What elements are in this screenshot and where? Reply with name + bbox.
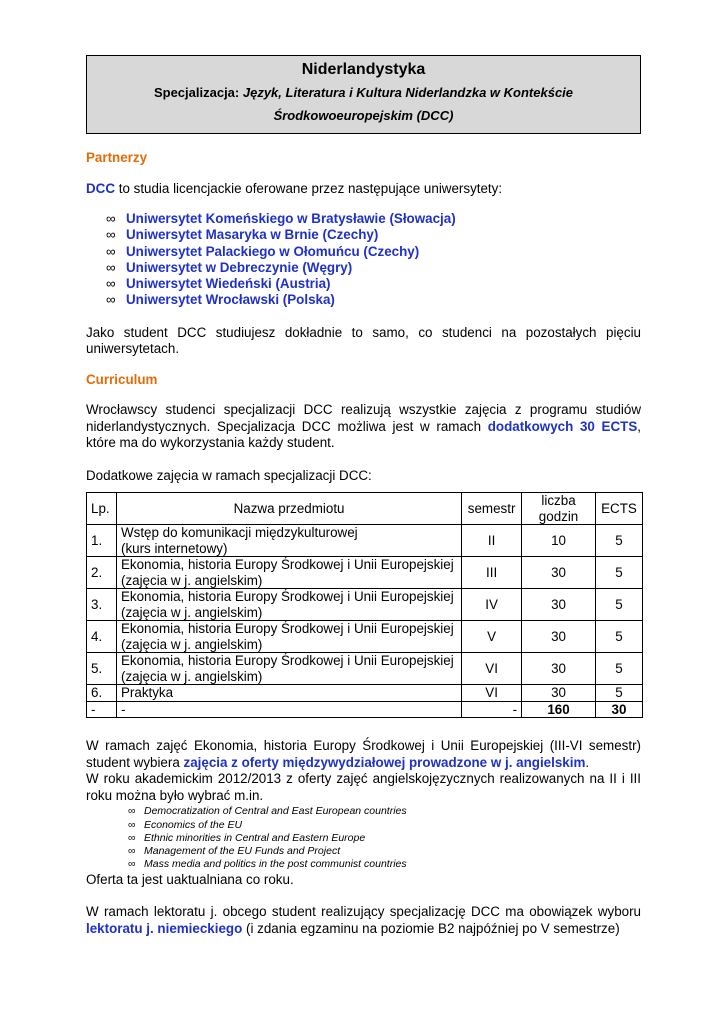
row-lp: 3. — [87, 589, 117, 621]
infinity-bullet-icon: ∞ — [106, 292, 116, 308]
header-lp: Lp. — [87, 493, 117, 525]
row-hours: 30 — [522, 685, 596, 702]
header-ects: ECTS — [595, 493, 642, 525]
row-lp: 4. — [87, 621, 117, 653]
infinity-bullet-icon: ∞ — [128, 845, 136, 858]
infinity-bullet-icon: ∞ — [128, 831, 136, 844]
course-title: Economics of the EU — [144, 818, 243, 831]
list-item — [106, 244, 641, 260]
course-name-line-1: Ekonomia, historia Europy Środkowej i Unii Europejskiej — [120, 557, 454, 573]
header-semester: semestr — [462, 493, 522, 525]
infinity-bullet-icon: ∞ — [106, 243, 116, 259]
university-list — [86, 211, 641, 309]
dcc-acronym: DCC — [86, 180, 116, 196]
course-name-line-2: (zajęcia w j. angielskim) — [120, 572, 263, 588]
list-item — [106, 292, 641, 308]
row-ects: 5 — [595, 525, 642, 557]
row-lp: 2. — [87, 557, 117, 589]
courses-table — [86, 492, 643, 718]
curriculum-heading: Curriculum — [86, 371, 158, 387]
infinity-bullet-icon: ∞ — [128, 805, 136, 818]
total-hours: 160 — [522, 701, 596, 718]
list-item — [106, 260, 641, 276]
table-row — [87, 685, 643, 702]
course-title: Management of the EU Funds and Project — [144, 845, 341, 858]
university-name: Uniwersytet Palackiego w Ołomuńcu (Czechy) — [126, 243, 420, 259]
course-name-line-1: Ekonomia, historia Europy Środkowej i Unii Europejskiej — [120, 653, 454, 669]
course-title: Ethnic minorities in Central and Eastern Europe — [144, 831, 366, 844]
row-course-name — [116, 557, 461, 589]
list-item — [106, 211, 641, 227]
course-title: Democratization of Central and East European countries — [144, 805, 407, 818]
partners-intro-text: to studia licencjackie oferowane przez następujące uniwersytety: — [115, 180, 503, 196]
row-hours: 10 — [522, 525, 596, 557]
row-course-name — [116, 621, 461, 653]
infinity-bullet-icon: ∞ — [106, 227, 116, 243]
row-semester: VI — [462, 653, 522, 685]
infinity-bullet-icon: ∞ — [128, 858, 136, 871]
row-semester: IV — [462, 589, 522, 621]
partners-closing: Jako student DCC studiujesz dokładnie to samo, co studenci na pozostałych pięciu uniwersytetach. — [86, 324, 641, 357]
table-header-row — [87, 493, 643, 525]
paragraph-text: . — [585, 754, 590, 770]
course-name-line-2: (kurs internetowy) — [120, 540, 228, 556]
paragraph-text: Wrocławscy studenci specjalizacji DCC realizują wszystkie zajęcia z programu studiów niderlandystycznych. Specjalizacja DCC możliwa jest w ramach — [86, 402, 641, 434]
row-course-name — [116, 589, 461, 621]
total-lp: - — [87, 701, 117, 718]
infinity-bullet-icon: ∞ — [106, 211, 116, 226]
row-lp: 5. — [87, 653, 117, 685]
row-lp: 1. — [87, 525, 117, 557]
curriculum-paragraph-1 — [86, 402, 641, 452]
course-name-line-1: Wstęp do komunikacji międzykulturowej — [120, 525, 358, 541]
course-name-line-2: (zajęcia w j. angielskim) — [120, 604, 263, 620]
infinity-bullet-icon: ∞ — [106, 259, 116, 275]
curriculum-paragraph-4: Oferta ta jest uaktualniana co roku. — [86, 871, 294, 887]
specialization-line-1 — [93, 81, 634, 104]
table-row — [87, 653, 643, 685]
row-lp: 6. — [87, 685, 117, 702]
curriculum-paragraph-2 — [86, 738, 641, 771]
paragraph-text: , które ma do wykorzystania każdy student. — [86, 418, 641, 451]
list-item — [128, 845, 641, 858]
table-row — [87, 589, 643, 621]
row-course-name — [116, 525, 461, 557]
german-course-highlight: lektoratu j. niemieckiego — [86, 920, 243, 936]
paragraph-text: W ramach lektoratu j. obcego student realizujący specjalizację DCC ma obowiązek wyboru — [86, 904, 641, 920]
page-title: Niderlandystyka — [301, 61, 426, 78]
table-intro: Dodatkowe zajęcia w ramach specjalizacji DCC: — [86, 467, 372, 483]
curriculum-paragraph-3: W roku akademickim 2012/2013 z oferty zajęć angielskojęzycznych realizowanych na II i III roku można było wybrać m.in. — [86, 771, 641, 803]
total-ects: 30 — [595, 701, 642, 718]
list-item — [128, 805, 641, 818]
infinity-bullet-icon: ∞ — [128, 818, 136, 831]
table-row — [87, 557, 643, 589]
row-course-name — [116, 653, 461, 685]
row-hours: 30 — [522, 557, 596, 589]
partners-intro — [86, 181, 641, 198]
english-courses-list — [86, 805, 641, 871]
curriculum-paragraph-5 — [86, 904, 641, 937]
list-item — [128, 858, 641, 871]
list-item — [106, 227, 641, 243]
row-ects: 5 — [595, 685, 642, 702]
row-ects: 5 — [595, 589, 642, 621]
list-item — [128, 819, 641, 832]
row-hours: 30 — [522, 589, 596, 621]
row-semester: V — [462, 621, 522, 653]
infinity-bullet-icon: ∞ — [106, 276, 116, 292]
university-name: Uniwersytet w Debreczynie (Węgry) — [126, 259, 353, 275]
row-ects: 5 — [595, 557, 642, 589]
paragraph-text: (i zdania egzaminu na poziomie B2 najpóźniej po V semestrze) — [242, 920, 620, 936]
course-name-line-1: Ekonomia, historia Europy Środkowej i Unii Europejskiej — [120, 621, 454, 637]
row-ects: 5 — [595, 621, 642, 653]
course-title: Mass media and politics in the post communist countries — [144, 858, 407, 871]
row-semester: VI — [462, 685, 522, 702]
header-course-name: Nazwa przedmiotu — [116, 493, 461, 525]
university-name: Uniwersytet Wiedeński (Austria) — [126, 276, 331, 292]
row-ects: 5 — [595, 653, 642, 685]
header-hours: liczba godzin — [522, 493, 596, 525]
university-name: Uniwersytet Masaryka w Brnie (Czechy) — [126, 227, 379, 243]
specialization-line-2 — [93, 104, 634, 127]
title-box — [86, 55, 641, 134]
row-semester: III — [462, 557, 522, 589]
row-hours: 30 — [522, 621, 596, 653]
table-row — [87, 525, 643, 557]
english-courses-highlight: zajęcia z oferty międzywydziałowej prowadzone w j. angielskim — [183, 754, 586, 770]
specialization-name-1: Język, Literatura i Kultura Niderlandzka w Kontekście — [242, 85, 574, 100]
total-name: - — [116, 701, 461, 718]
university-name: Uniwersytet Wrocławski (Polska) — [126, 292, 335, 308]
paragraph-text: W ramach zajęć Ekonomia, historia Europy Środkowej i Unii Europejskiej (III-VI semestr) student wybiera — [86, 738, 641, 770]
table-row — [87, 621, 643, 653]
university-name: Uniwersytet Komeńskiego w Bratysławie (Słowacja) — [126, 211, 456, 226]
row-semester: II — [462, 525, 522, 557]
course-name-line-2: (zajęcia w j. angielskim) — [120, 636, 263, 652]
list-item — [128, 832, 641, 845]
specialization-name-2: Środkowoeuropejskim (DCC) — [273, 108, 454, 123]
course-name-line-2: (zajęcia w j. angielskim) — [120, 668, 263, 684]
course-name-line-1: Ekonomia, historia Europy Środkowej i Unii Europejskiej — [120, 589, 454, 605]
row-course-name: Praktyka — [116, 685, 461, 702]
table-total-row — [87, 701, 643, 718]
list-item — [106, 276, 641, 292]
ects-highlight: dodatkowych 30 ECTS — [487, 418, 638, 434]
specialization-prefix: Specjalizacja: — [153, 85, 243, 100]
document-page — [86, 55, 641, 937]
total-semester: - — [462, 701, 522, 718]
row-hours: 30 — [522, 653, 596, 685]
partners-heading: Partnerzy — [86, 150, 148, 165]
